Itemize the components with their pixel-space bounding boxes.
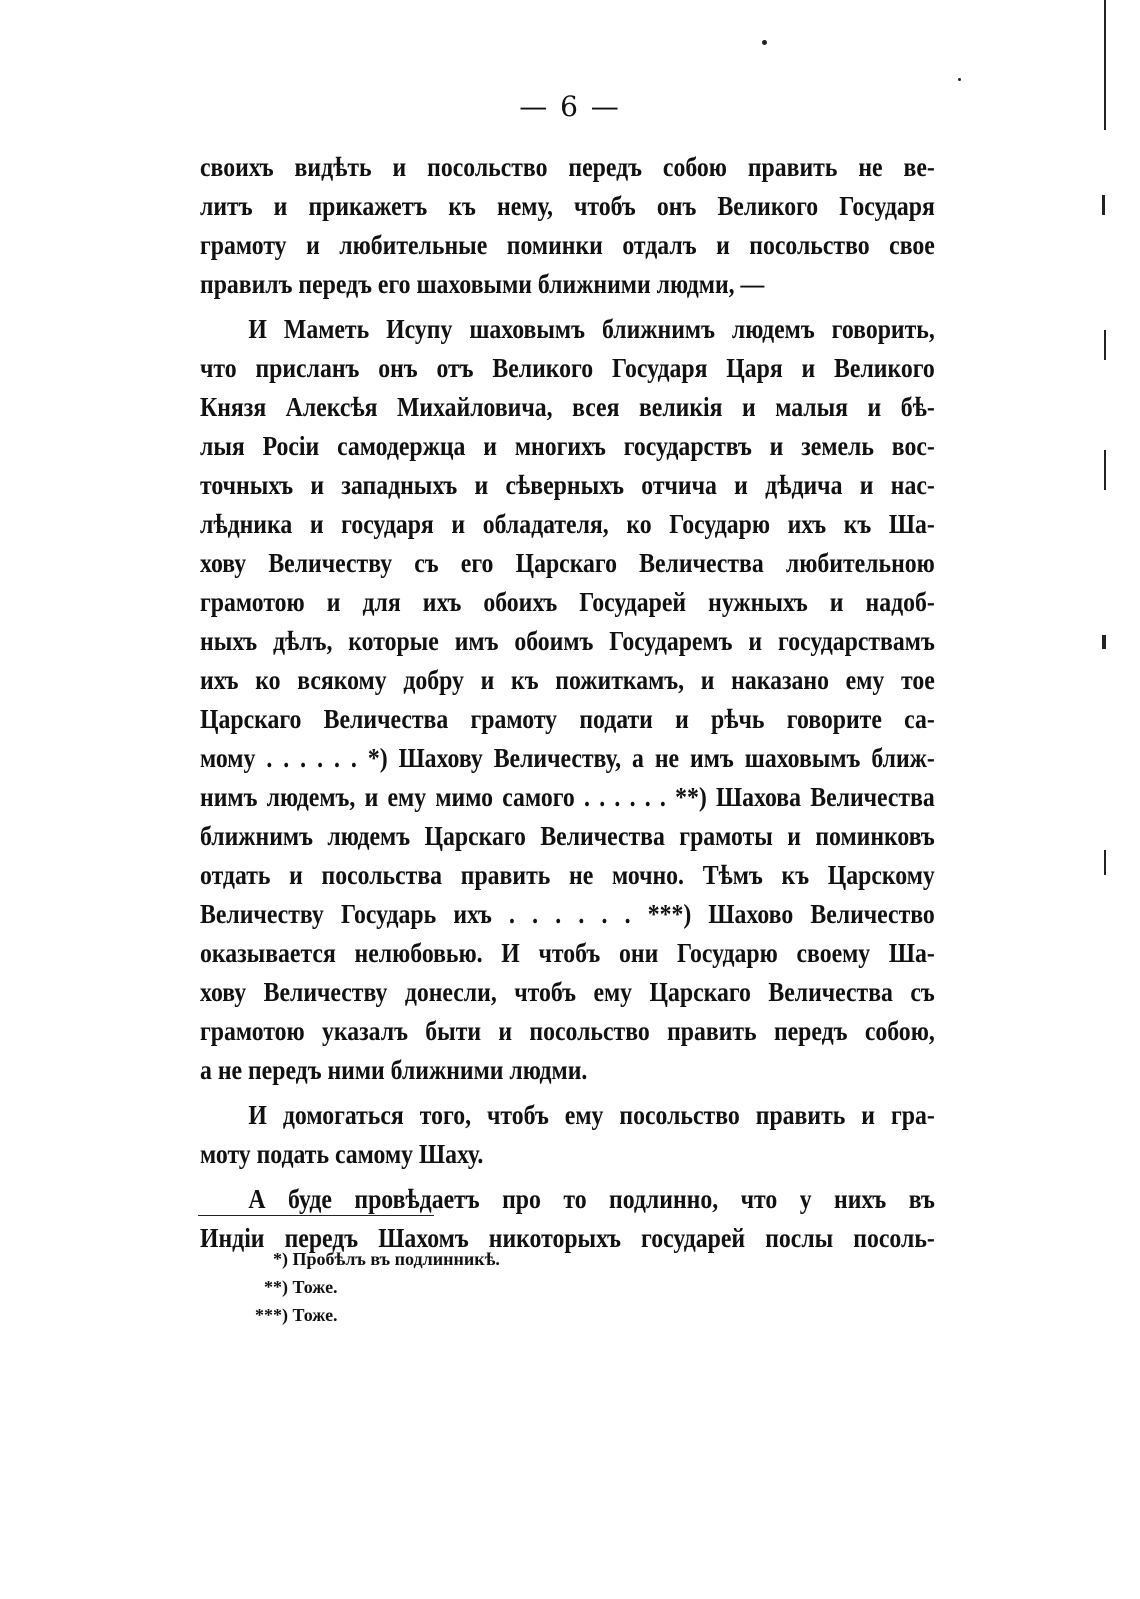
footnote-mark: **) <box>264 1277 288 1297</box>
text-line: отдать и посольства править не мочно. Тѣмъ къ Царскому <box>200 860 935 890</box>
paragraph <box>200 310 935 1090</box>
footnote-mark: ***) <box>255 1305 288 1325</box>
scan-edge-mark <box>1104 450 1106 490</box>
text-line: И домогаться того, чтобъ ему посольство править и гра- <box>248 1100 935 1130</box>
text-line: Князя Алексѣя Михайловича, всея великія и малыя и бѣ- <box>200 392 935 422</box>
text-line: точныхъ и западныхъ и сѣверныхъ отчича и дѣдича и нас- <box>200 470 935 500</box>
paragraph <box>200 148 935 304</box>
footnote <box>230 1245 500 1273</box>
text-line: хову Величеству донесли, чтобъ ему Царскаго Величества съ <box>200 977 935 1007</box>
text-line: оказывается нелюбовью. И чтобъ они Государю своему Ша- <box>200 938 935 968</box>
text-line: ныхъ дѣлъ, которые имъ обоимъ Государемъ и государствамъ <box>200 626 935 656</box>
text-line: А буде провѣдаетъ про то подлинно, что у нихъ въ <box>248 1184 935 1214</box>
text-line: Величеству Государь ихъ . . . . . . ***) Шахово Величество <box>200 899 935 929</box>
text-line: мому . . . . . . *) Шахову Величеству, а не имъ шаховымъ ближ- <box>200 743 935 773</box>
text-line: ихъ ко всякому добру и къ пожиткамъ, и наказано ему тое <box>200 665 935 695</box>
text-line: ближнимъ людемъ Царскаго Величества грамоты и поминковъ <box>200 821 935 851</box>
paragraph <box>200 1096 935 1174</box>
scan-edge-mark <box>1104 850 1106 875</box>
footnotes <box>230 1245 500 1329</box>
text-line: нимъ людемъ, и ему мимо самого . . . . . . **) Шахова Величества <box>200 782 935 812</box>
scan-edge-mark <box>1104 330 1106 360</box>
footnote-text: Пробѣлъ въ подлинникѣ. <box>292 1249 500 1269</box>
text-line: Индіи передъ Шахомъ никоторыхъ государей послы посоль- <box>200 1223 935 1253</box>
scan-edge-mark <box>1102 635 1106 649</box>
footnote-mark: *) <box>273 1249 288 1269</box>
text-line: грамоту и любительные поминки отдалъ и посольство свое <box>200 230 935 260</box>
text-line: а не передъ ними ближними людми. <box>200 1055 588 1085</box>
text-line: хову Величеству съ его Царскаго Величества любительною <box>200 548 935 578</box>
text-line: правилъ передъ его шаховыми ближними людми, — <box>200 269 765 299</box>
scan-edge-mark <box>1102 195 1105 215</box>
text-line: И Маметь Исупу шаховымъ ближнимъ людемъ говорить, <box>248 314 935 344</box>
text-line: что присланъ онъ отъ Великого Государя Царя и Великого <box>200 353 935 383</box>
text-line: грамотою и для ихъ обоихъ Государей нужныхъ и надоб- <box>200 587 935 617</box>
footnote-text: Тоже. <box>292 1305 338 1325</box>
body-text <box>200 148 935 1258</box>
text-line: лыя Росіи самодержца и многихъ государствъ и земель вос- <box>200 431 935 461</box>
footnote <box>230 1301 500 1329</box>
scan-speck <box>762 40 767 45</box>
text-line: грамотою указалъ быти и посольство править передъ собою, <box>200 1016 935 1046</box>
text-line: моту подать самому Шаху. <box>200 1139 484 1169</box>
footnote <box>230 1273 500 1301</box>
page-number: — 6 — <box>519 90 621 123</box>
text-line: лѣдника и государя и обладателя, ко Государю ихъ къ Ша- <box>200 509 935 539</box>
text-line: Царскаго Величества грамоту подати и рѣчь говорите са- <box>200 704 935 734</box>
footnote-text: Тоже. <box>292 1277 338 1297</box>
text-line: литъ и прикажетъ къ нему, чтобъ онъ Великого Государя <box>200 191 935 221</box>
footnote-divider <box>198 1215 434 1216</box>
scan-edge-mark <box>1104 0 1106 130</box>
scan-speck <box>958 78 961 81</box>
text-line: своихъ видѣть и посольство передъ собою править не ве- <box>200 152 935 182</box>
